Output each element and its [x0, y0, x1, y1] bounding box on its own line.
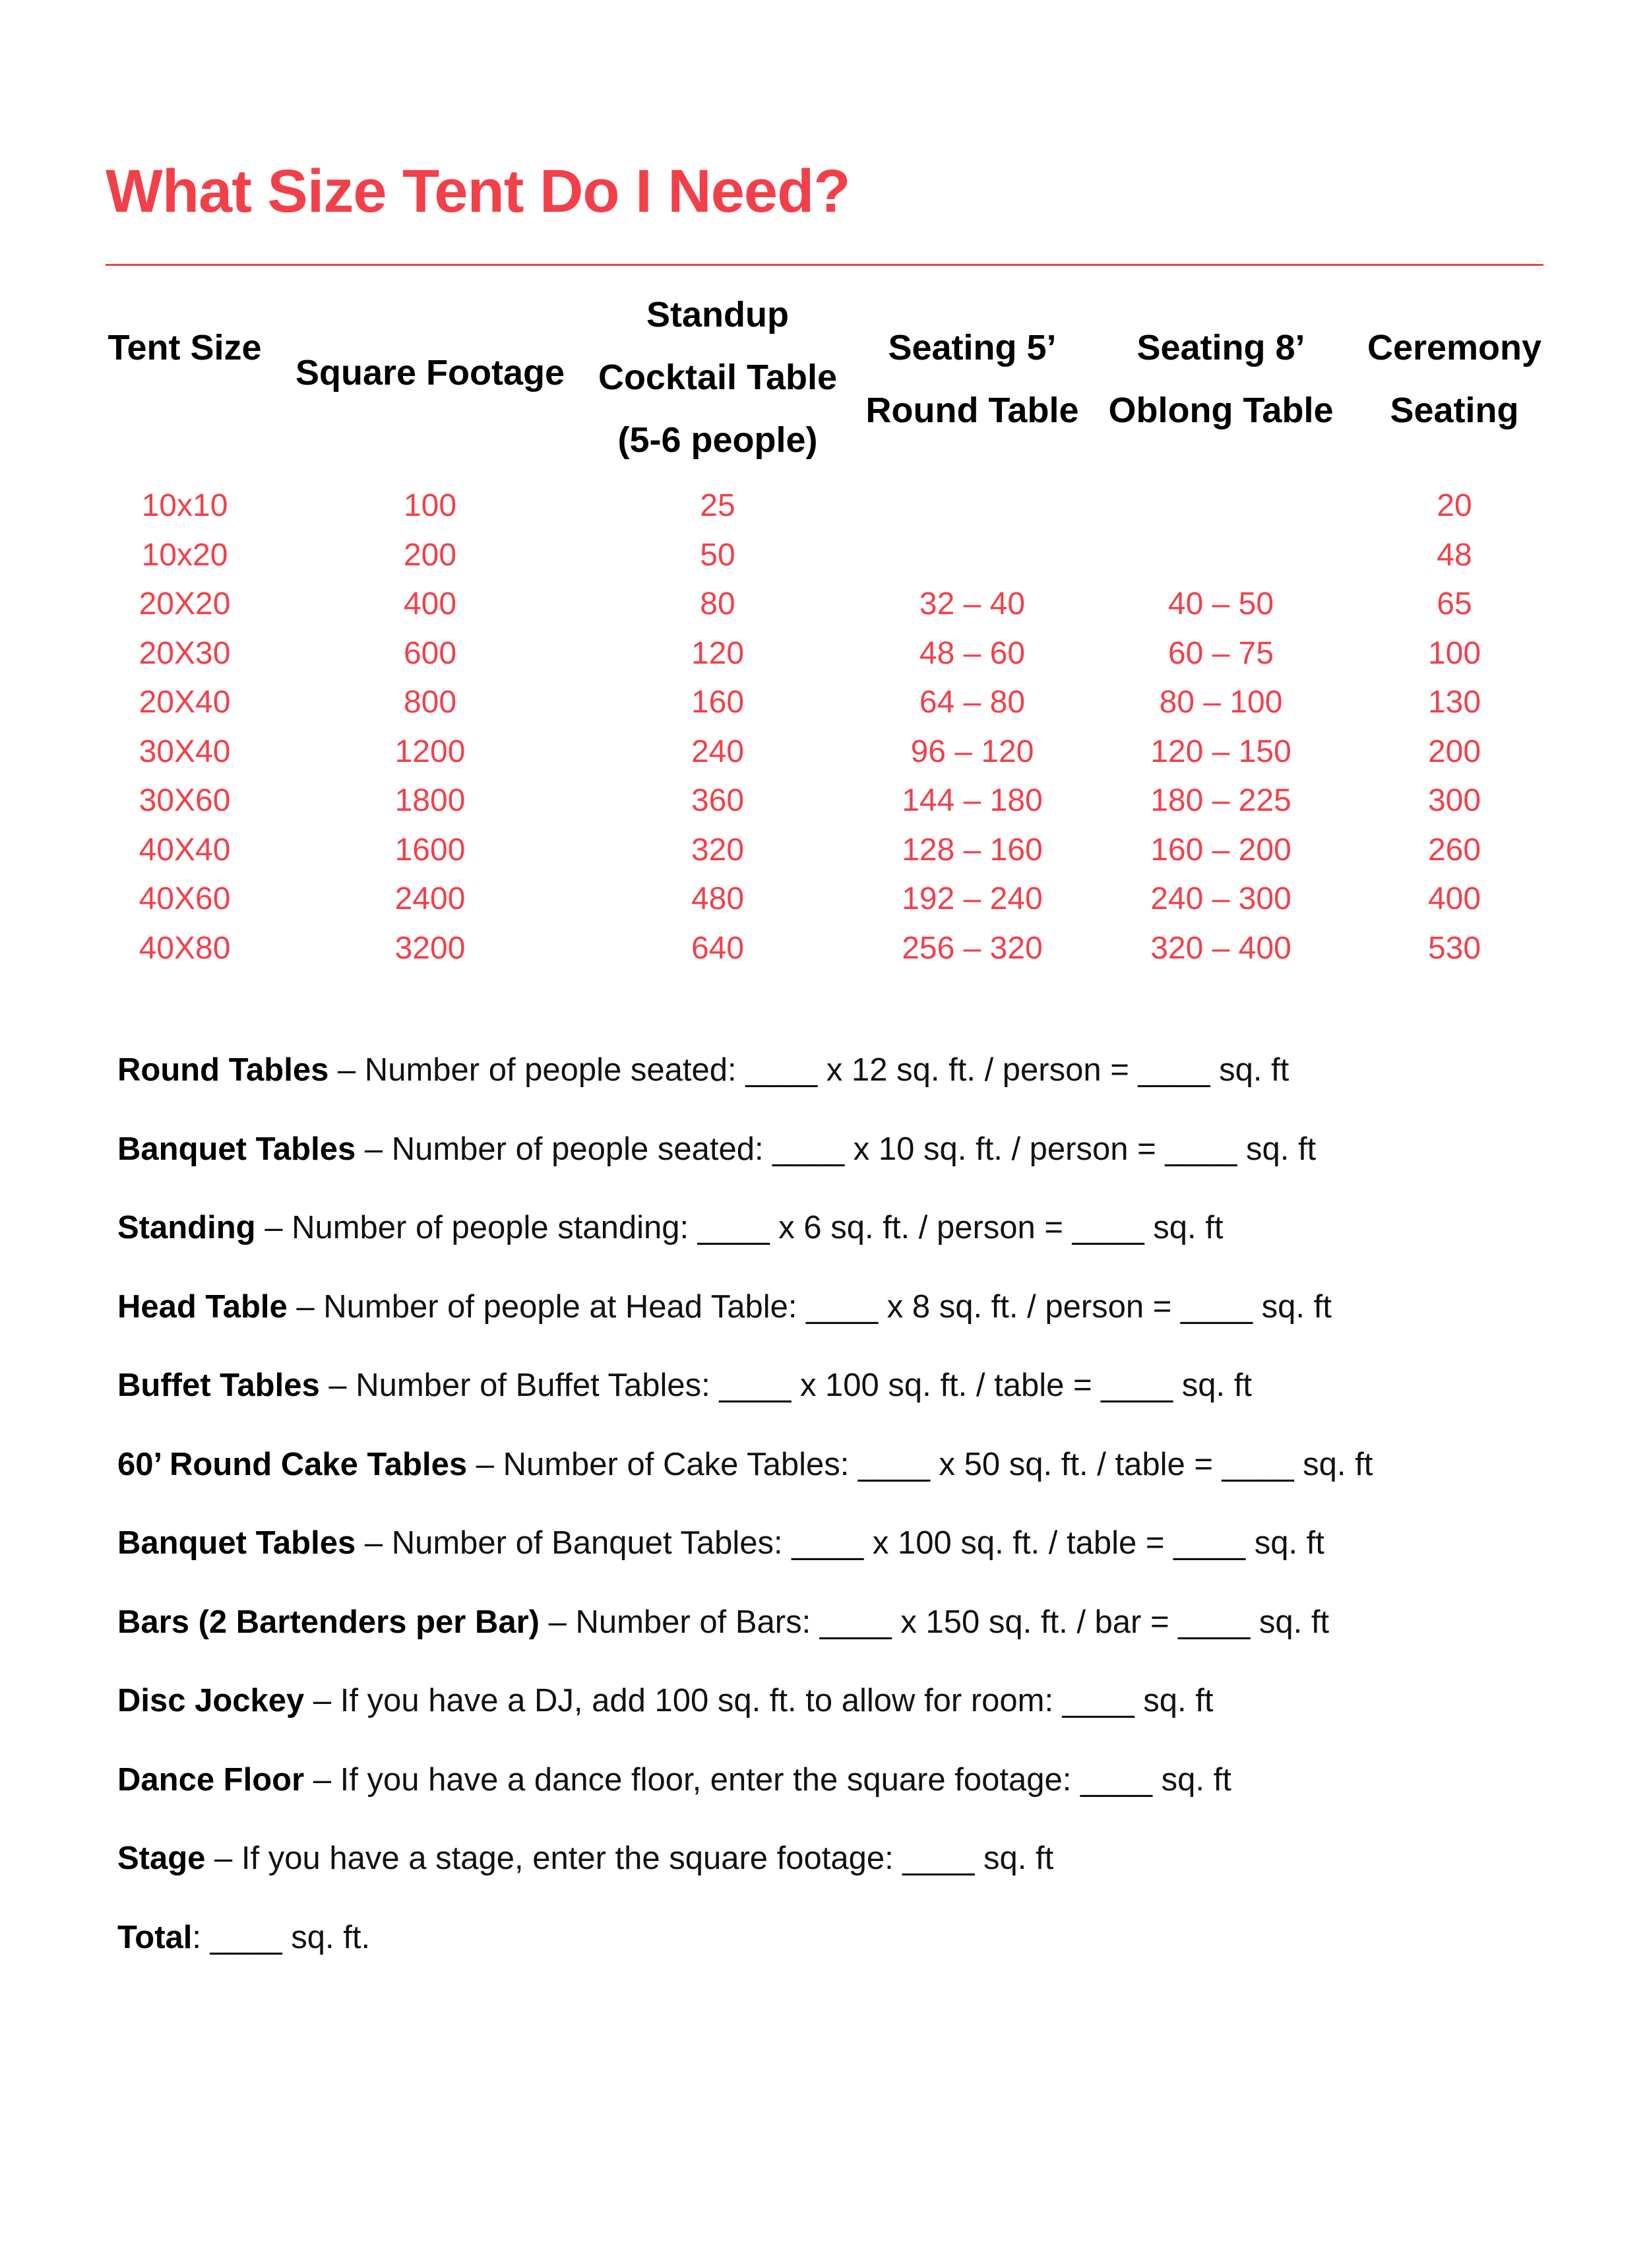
worksheet-line-text: – Number of people seated: ____ x 12 sq. ft. / person = ____ sq. ft — [328, 1052, 1290, 1088]
worksheet-line-text: – Number of Buffet Tables: ____ x 100 sq. ft. / table = ____ sq. ft — [319, 1368, 1253, 1403]
table-cell-tent-size: 40X60 — [139, 881, 231, 916]
worksheet-line-text: – If you have a stage, enter the square footage: ____ sq. ft — [205, 1841, 1054, 1876]
table-row — [0, 826, 1649, 875]
table-cell-seating-round: 64 – 80 — [919, 685, 1026, 720]
table-cell-square-footage: 400 — [403, 586, 457, 621]
column-header-seating-oblong — [1109, 317, 1334, 442]
worksheet-line — [117, 1755, 1569, 1835]
square-footage-worksheet — [117, 1046, 1569, 1992]
table-cell-tent-size: 40X80 — [139, 930, 231, 966]
table-cell-seating-round: 128 – 160 — [902, 832, 1043, 867]
worksheet-line — [117, 1834, 1569, 1913]
worksheet-line — [117, 1203, 1569, 1282]
table-cell-ceremony-seating: 530 — [1427, 930, 1481, 966]
worksheet-line — [117, 1598, 1569, 1677]
table-cell-seating-oblong: 160 – 200 — [1150, 832, 1291, 867]
table-cell-tent-size: 40X40 — [139, 832, 231, 867]
column-header-line: Standup — [646, 295, 789, 334]
column-header-line: Round Table — [865, 391, 1079, 430]
worksheet-line-label: Buffet Tables — [117, 1368, 320, 1403]
table-cell-seating-oblong: 80 – 100 — [1159, 685, 1283, 720]
worksheet-line-text: – If you have a DJ, add 100 sq. ft. to allow for room: ____ sq. ft — [304, 1683, 1214, 1718]
table-cell-seating-round: 256 – 320 — [902, 930, 1043, 966]
table-cell-standup-cocktail: 120 — [691, 635, 745, 671]
table-cell-square-footage: 3200 — [394, 930, 466, 966]
table-cell-ceremony-seating: 20 — [1437, 488, 1472, 523]
table-cell-tent-size: 20X30 — [139, 635, 231, 671]
table-cell-ceremony-seating: 65 — [1437, 586, 1472, 621]
table-cell-square-footage: 2400 — [394, 881, 466, 916]
table-row — [0, 531, 1649, 581]
column-header-standup-cocktail — [598, 284, 837, 472]
column-header-line: Seating 8’ — [1136, 328, 1305, 367]
table-cell-standup-cocktail: 320 — [691, 832, 745, 867]
table-cell-seating-oblong: 180 – 225 — [1150, 783, 1291, 818]
table-cell-tent-size: 30X40 — [139, 734, 231, 769]
table-row — [0, 580, 1649, 629]
table-row — [0, 629, 1649, 679]
table-cell-seating-oblong: 120 – 150 — [1150, 734, 1291, 769]
worksheet-line-label: Head Table — [117, 1288, 288, 1325]
worksheet-line-label: Bars (2 Bartenders per Bar) — [117, 1604, 540, 1640]
table-row — [0, 482, 1649, 531]
worksheet-line-text: – If you have a dance floor, enter the square footage: ____ sq. ft — [304, 1761, 1231, 1798]
title-divider — [106, 264, 1543, 266]
column-header-seating-round — [866, 317, 1079, 442]
table-cell-tent-size: 20X40 — [139, 685, 231, 720]
table-row — [0, 776, 1649, 826]
table-cell-ceremony-seating: 130 — [1427, 685, 1481, 720]
worksheet-line — [117, 1676, 1569, 1755]
table-row — [0, 924, 1649, 974]
table-cell-standup-cocktail: 25 — [700, 488, 735, 523]
table-cell-tent-size: 20X20 — [139, 586, 231, 621]
worksheet-line-label: 60’ Round Cake Tables — [117, 1446, 468, 1482]
table-row — [0, 728, 1649, 777]
worksheet-line — [117, 1913, 1569, 1992]
table-cell-seating-oblong: 320 – 400 — [1150, 930, 1291, 966]
tent-size-table-body — [0, 482, 1649, 973]
column-header-line: Square Footage — [295, 353, 565, 393]
worksheet-line — [117, 1125, 1569, 1204]
table-cell-tent-size: 30X60 — [139, 783, 231, 818]
table-cell-ceremony-seating: 48 — [1437, 537, 1472, 573]
table-cell-square-footage: 100 — [403, 488, 457, 523]
worksheet-line-text: – Number of people seated: ____ x 10 sq. ft. / person = ____ sq. ft — [356, 1131, 1317, 1167]
table-cell-square-footage: 600 — [403, 635, 457, 671]
worksheet-line-text: – Number of Bars: ____ x 150 sq. ft. / bar = ____ sq. ft — [539, 1604, 1330, 1640]
worksheet-line-text: : ____ sq. ft. — [192, 1919, 371, 1955]
column-header-line: (5-6 people) — [617, 420, 818, 460]
table-cell-standup-cocktail: 480 — [691, 881, 745, 916]
worksheet-line-label: Banquet Tables — [117, 1131, 356, 1167]
table-cell-square-footage: 1600 — [394, 832, 466, 867]
column-header-line: Tent Size — [108, 328, 262, 367]
page-title: What Size Tent Do I Need? — [106, 158, 850, 225]
table-cell-seating-round: 192 – 240 — [902, 881, 1043, 916]
column-header-line: Seating 5’ — [888, 328, 1057, 367]
table-cell-seating-round: 144 – 180 — [902, 783, 1043, 818]
table-cell-seating-oblong: 240 – 300 — [1150, 881, 1291, 916]
table-cell-seating-oblong: 60 – 75 — [1167, 635, 1274, 671]
column-header-ceremony-seating — [1367, 317, 1541, 442]
table-cell-ceremony-seating: 300 — [1427, 783, 1481, 818]
table-cell-standup-cocktail: 640 — [691, 930, 745, 966]
table-cell-square-footage: 200 — [403, 537, 457, 573]
table-cell-standup-cocktail: 360 — [691, 783, 745, 818]
worksheet-line — [117, 1046, 1569, 1125]
column-header-tent-size — [108, 317, 261, 379]
column-header-square-footage — [296, 342, 565, 404]
table-cell-standup-cocktail: 80 — [700, 586, 735, 621]
table-cell-seating-round: 32 – 40 — [919, 586, 1026, 621]
table-cell-seating-round: 96 – 120 — [910, 734, 1034, 769]
column-header-line: Cocktail Table — [598, 358, 838, 397]
table-cell-ceremony-seating: 100 — [1427, 635, 1481, 671]
worksheet-line-text: – Number of people at Head Table: ____ x 8 sq. ft. / person = ____ sq. ft — [287, 1288, 1332, 1325]
worksheet-line-label: Dance Floor — [117, 1761, 305, 1798]
worksheet-line-label: Banquet Tables — [117, 1525, 356, 1561]
column-header-line: Ceremony — [1367, 328, 1542, 367]
worksheet-line-text: – Number of Banquet Tables: ____ x 100 sq. ft. / table = ____ sq. ft — [356, 1525, 1324, 1561]
table-cell-standup-cocktail: 50 — [700, 537, 735, 573]
worksheet-line — [117, 1361, 1569, 1440]
worksheet-line-label: Disc Jockey — [117, 1683, 305, 1718]
worksheet-line-label: Stage — [117, 1841, 206, 1876]
table-cell-square-footage: 1200 — [394, 734, 466, 769]
column-header-line: Seating — [1390, 391, 1519, 430]
worksheet-line-label: Round Tables — [117, 1052, 329, 1088]
table-cell-tent-size: 10x10 — [141, 488, 228, 523]
column-header-line: Oblong Table — [1108, 391, 1334, 430]
table-cell-square-footage: 800 — [403, 685, 457, 720]
table-row — [0, 678, 1649, 728]
worksheet-line — [117, 1519, 1569, 1598]
worksheet-line — [117, 1282, 1569, 1362]
worksheet-line-label: Total — [117, 1919, 193, 1955]
table-cell-seating-oblong: 40 – 50 — [1167, 586, 1274, 621]
table-cell-square-footage: 1800 — [394, 783, 466, 818]
worksheet-line — [117, 1440, 1569, 1519]
table-cell-seating-round: 48 – 60 — [919, 635, 1026, 671]
worksheet-line-text: – Number of people standing: ____ x 6 sq. ft. / person = ____ sq. ft — [255, 1210, 1224, 1245]
table-cell-standup-cocktail: 240 — [691, 734, 745, 769]
table-cell-tent-size: 10x20 — [141, 537, 228, 573]
worksheet-line-text: – Number of Cake Tables: ____ x 50 sq. ft. / table = ____ sq. ft — [467, 1446, 1373, 1482]
table-row — [0, 875, 1649, 924]
table-cell-ceremony-seating: 400 — [1427, 881, 1481, 916]
table-cell-ceremony-seating: 200 — [1427, 734, 1481, 769]
worksheet-line-label: Standing — [117, 1210, 256, 1245]
table-cell-standup-cocktail: 160 — [691, 685, 745, 720]
table-cell-ceremony-seating: 260 — [1427, 832, 1481, 867]
